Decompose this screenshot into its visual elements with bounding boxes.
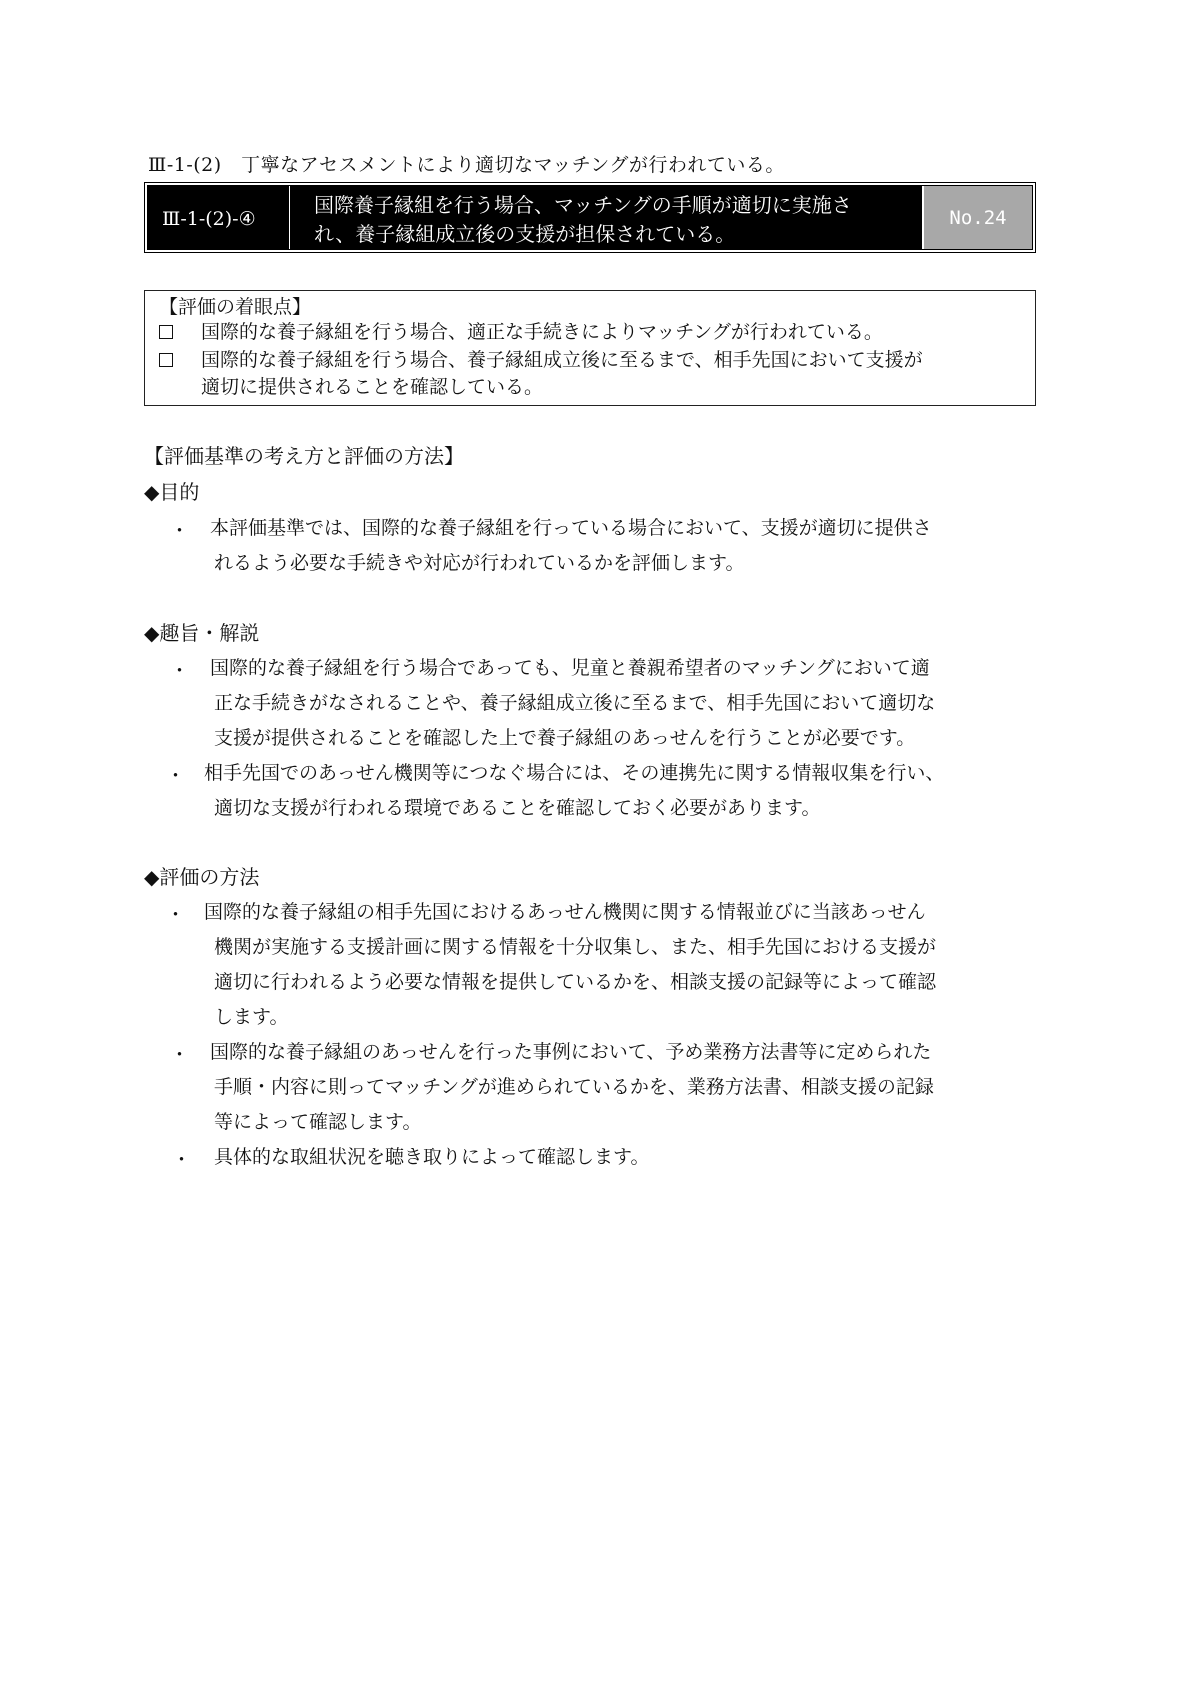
checkbox-icon — [159, 353, 173, 367]
method-line: 具体的な取組状況を聴き取りによって確認します。 — [214, 1146, 650, 1168]
method-line: 手順・内容に則ってマッチングが進められているかを、業務方法書、相談支援の記録 — [214, 1076, 934, 1098]
focus-points-box — [144, 290, 1036, 406]
bullet-icon: ・ — [170, 520, 190, 542]
section-purpose-heading: ◆目的 — [144, 480, 200, 504]
explanation-line: 相手先国でのあっせん機関等につなぐ場合には、その連携先に関する情報収集を行い、 — [204, 762, 945, 784]
section-method-heading: ◆評価の方法 — [144, 865, 260, 889]
explanation-line: 適切な支援が行われる環境であることを確認しておく必要があります。 — [214, 797, 821, 819]
criterion-title-line: 国際養子縁組を行う場合、マッチングの手順が適切に実施さ — [314, 193, 852, 217]
criterion-number: No.24 — [949, 207, 1007, 229]
criterion-code: Ⅲ-1-(2)-④ — [162, 208, 256, 230]
focus-points-heading: 【評価の着眼点】 — [159, 296, 312, 318]
criteria-heading: 【評価基準の考え方と評価の方法】 — [144, 444, 464, 468]
bullet-icon: ・ — [170, 660, 190, 682]
bullet-icon: ・ — [166, 904, 186, 926]
focus-point-line: 国際的な養子縁組を行う場合、養子縁組成立後に至るまで、相手先国において支援が — [201, 349, 923, 371]
explanation-line: 正な手続きがなされることや、養子縁組成立後に至るまで、相手先国において適切な — [214, 692, 936, 714]
focus-point-line: 国際的な養子縁組を行う場合、適正な手続きによりマッチングが行われている。 — [201, 321, 883, 343]
explanation-line: 国際的な養子縁組を行う場合であっても、児童と養親希望者のマッチングにおいて適 — [210, 657, 930, 679]
criterion-title-inner — [147, 185, 1033, 250]
focus-point-line: 適切に提供されることを確認している。 — [201, 376, 544, 398]
method-line: 国際的な養子縁組の相手先国におけるあっせん機関に関する情報並びに当該あっせん — [204, 901, 926, 923]
purpose-line: 本評価基準では、国際的な養子縁組を行っている場合において、支援が適切に提供さ — [210, 517, 932, 539]
section-heading: Ⅲ-1-(2) 丁寧なアセスメントにより適切なマッチングが行われている。 — [148, 154, 785, 176]
method-line: 国際的な養子縁組のあっせんを行った事例において、予め業務方法書等に定められた — [210, 1041, 932, 1063]
checkbox-icon — [159, 325, 173, 339]
criterion-title — [314, 191, 852, 249]
method-line: 機関が実施する支援計画に関する情報を十分収集し、また、相手先国における支援が — [214, 936, 937, 958]
explanation-line: 支援が提供されることを確認した上で養子縁組のあっせんを行うことが必要です。 — [214, 727, 916, 749]
method-line: 等によって確認します。 — [214, 1111, 422, 1133]
bullet-icon: ・ — [166, 765, 186, 787]
criterion-number-cell — [922, 186, 1032, 249]
criterion-title-line: れ、養子縁組成立後の支援が担保されている。 — [314, 222, 736, 246]
method-line: 適切に行われるよう必要な情報を提供しているかを、相談支援の記録等によって確認 — [214, 971, 937, 993]
bullet-icon: ・ — [172, 1149, 192, 1171]
title-divider — [289, 186, 290, 249]
bullet-icon: ・ — [170, 1044, 190, 1066]
method-line: します。 — [214, 1006, 289, 1028]
criterion-title-box — [144, 182, 1036, 253]
section-explanation-heading: ◆趣旨・解説 — [144, 621, 260, 645]
purpose-line: れるよう必要な手続きや対応が行われているかを評価します。 — [214, 552, 745, 574]
